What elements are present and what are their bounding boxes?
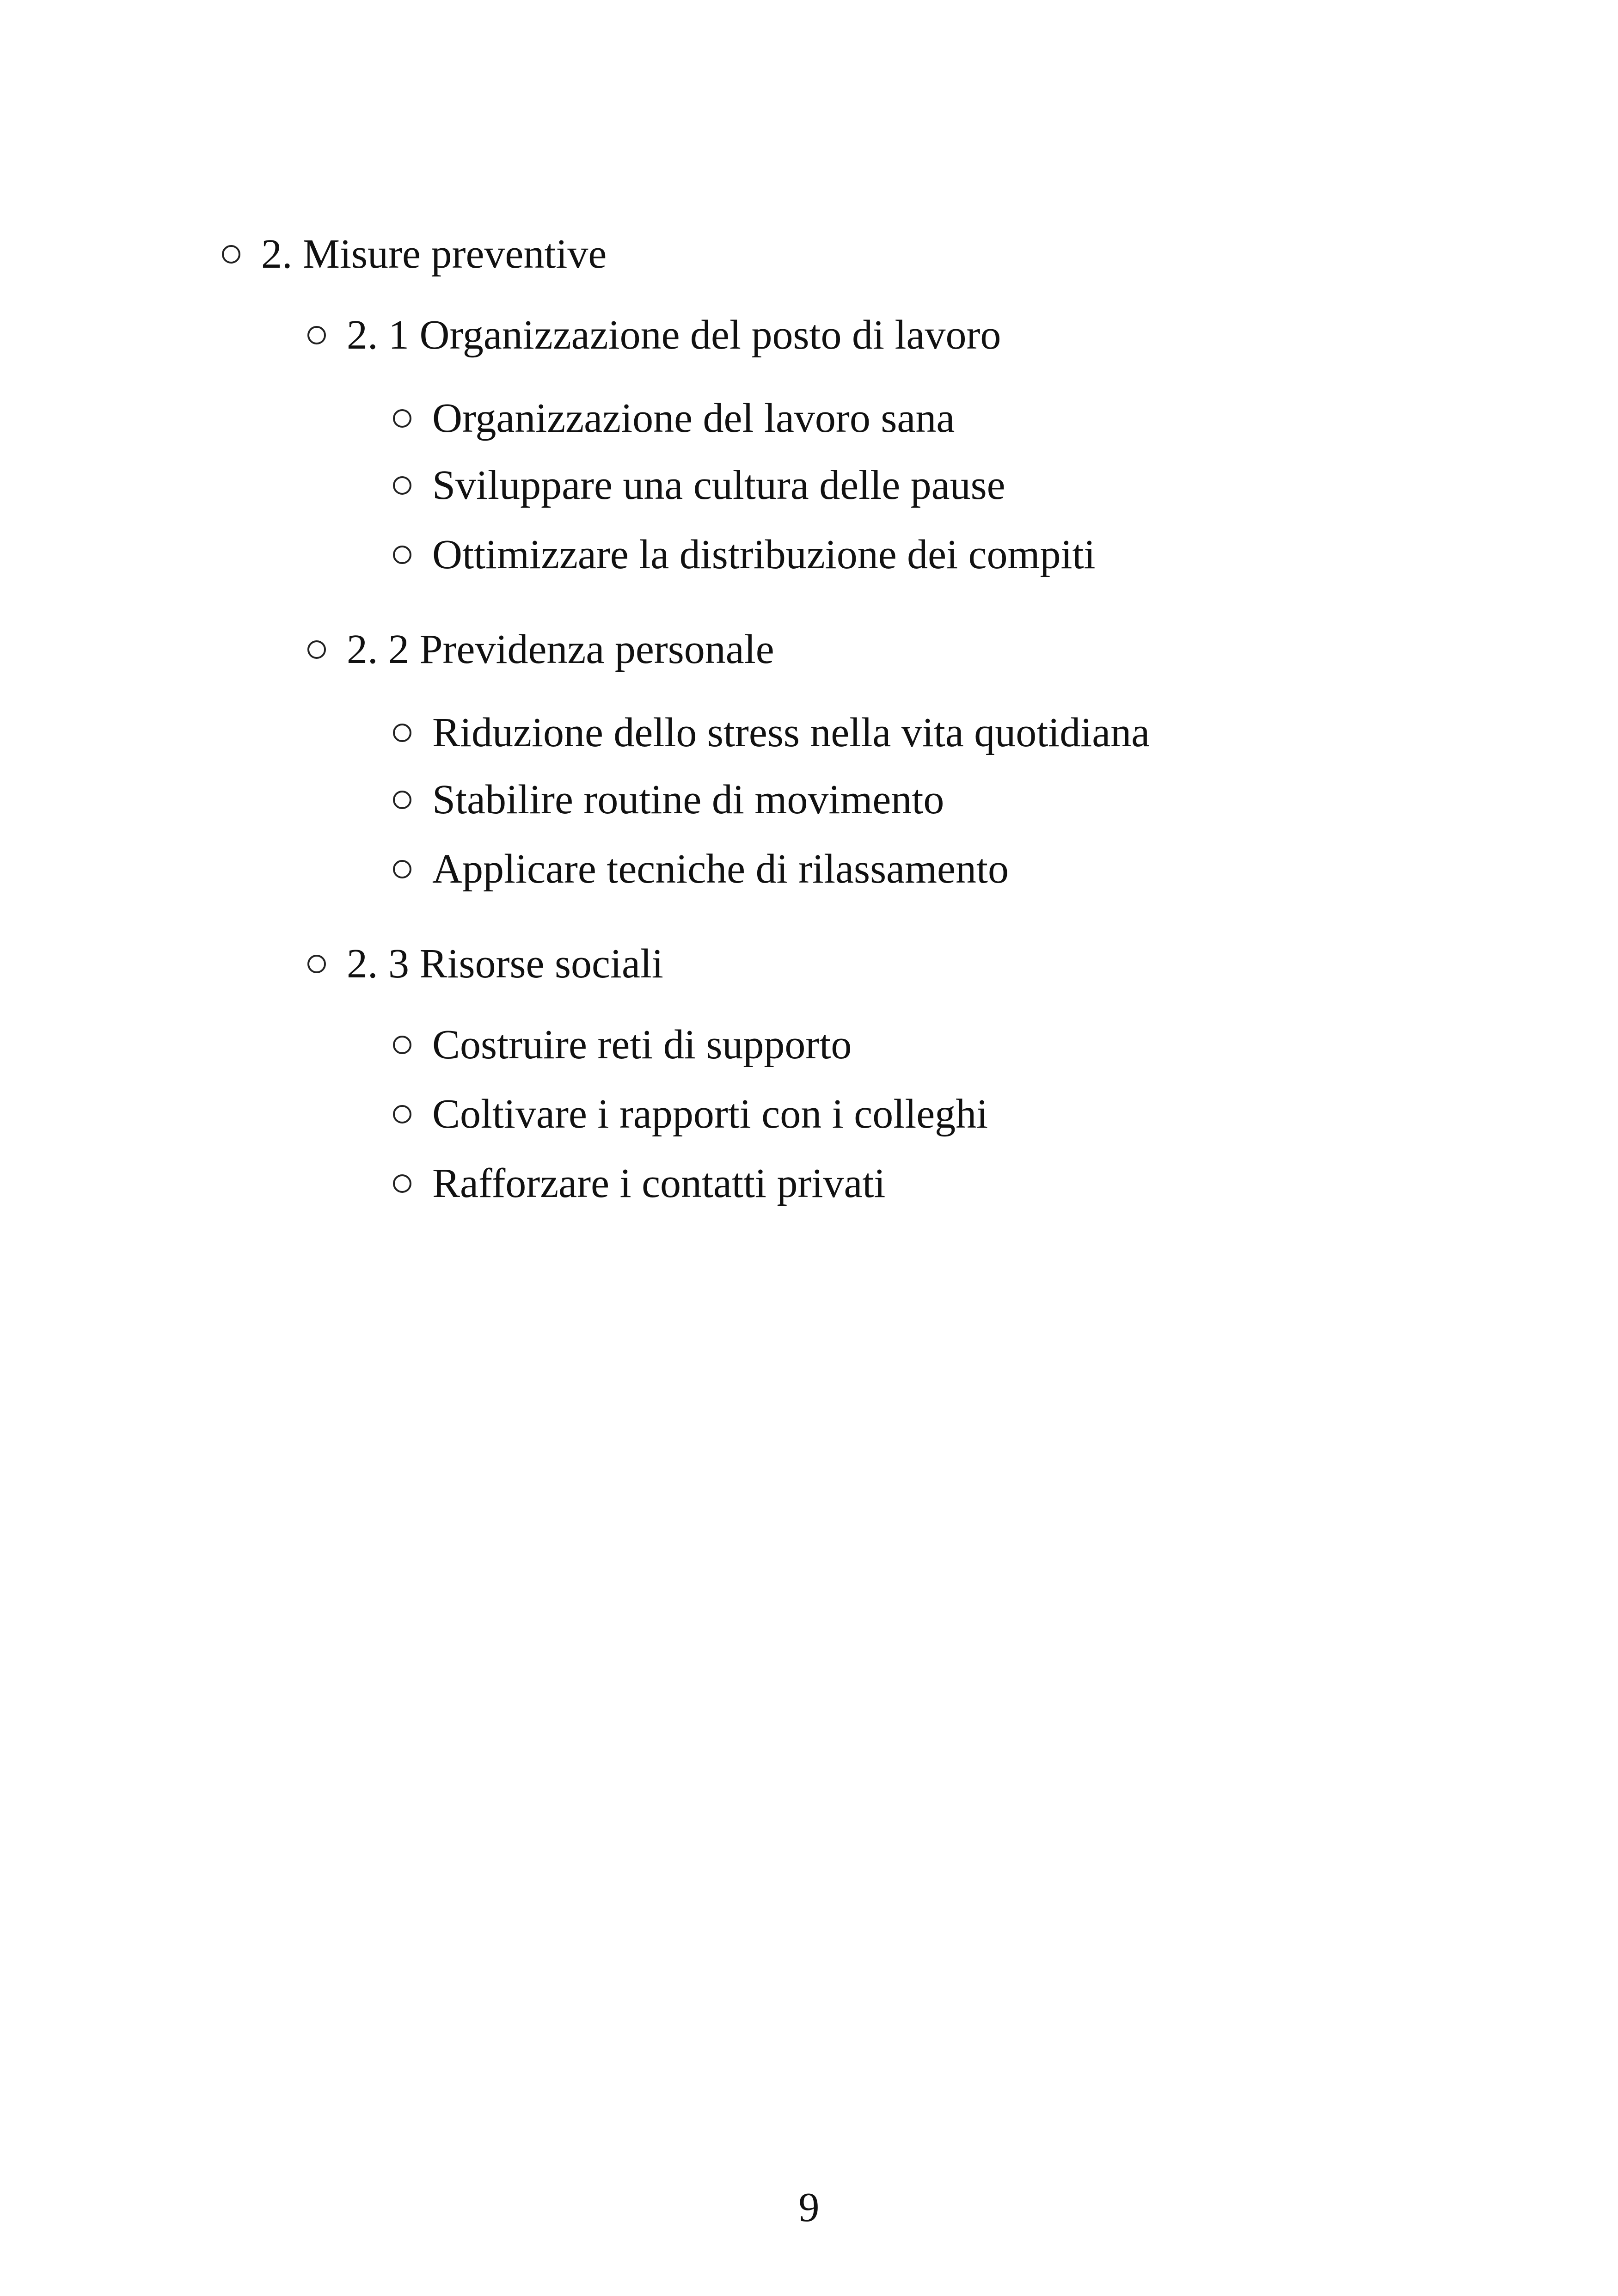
hollow-circle-bullet-icon (393, 791, 411, 809)
outline-subsection-1 (307, 314, 1001, 356)
hollow-circle-bullet-icon (393, 1174, 411, 1193)
hollow-circle-bullet-icon (393, 546, 411, 564)
page-number: 9 (798, 2185, 820, 2230)
list-item (393, 1160, 886, 1206)
list-item (393, 462, 1005, 508)
list-item-label: Costruire reti di supporto (432, 1022, 852, 1068)
list-item (393, 1093, 988, 1135)
list-item-label: Rafforzare i contatti privati (432, 1160, 886, 1206)
hollow-circle-bullet-icon (393, 860, 411, 878)
list-item-label: Ottimizzare la distribuzione dei compiti (432, 532, 1096, 577)
hollow-circle-bullet-icon (307, 955, 326, 973)
outline-subsection-2 (307, 626, 774, 672)
list-item-label: Stabilire routine di movimento (432, 777, 944, 823)
list-item-label: Coltivare i rapporti con i colleghi (432, 1091, 988, 1137)
subsection-title: 2. 2 Previdenza personale (347, 626, 774, 672)
hollow-circle-bullet-icon (393, 724, 411, 742)
hollow-circle-bullet-icon (307, 640, 326, 659)
list-item-label: Sviluppare una cultura delle pause (432, 462, 1005, 508)
list-item (393, 779, 944, 821)
list-item (393, 712, 1150, 754)
list-item-label: Riduzione dello stress nella vita quotidiana (432, 710, 1150, 755)
hollow-circle-bullet-icon (222, 245, 240, 264)
list-item (393, 1024, 852, 1066)
hollow-circle-bullet-icon (393, 476, 411, 495)
hollow-circle-bullet-icon (393, 1105, 411, 1123)
outline-subsection-3 (307, 943, 663, 985)
subsection-title: 2. 1 Organizzazione del posto di lavoro (347, 312, 1001, 358)
list-item (393, 848, 1009, 890)
hollow-circle-bullet-icon (393, 1036, 411, 1054)
list-item (393, 395, 955, 441)
hollow-circle-bullet-icon (307, 326, 326, 344)
list-item-label: Applicare tecniche di rilassamento (432, 846, 1009, 892)
list-item (393, 534, 1096, 576)
hollow-circle-bullet-icon (393, 409, 411, 428)
outline-section (222, 233, 607, 275)
list-item-label: Organizzazione del lavoro sana (432, 395, 955, 441)
subsection-title: 2. 3 Risorse sociali (347, 941, 663, 987)
section-title: 2. Misure preventive (261, 231, 607, 277)
